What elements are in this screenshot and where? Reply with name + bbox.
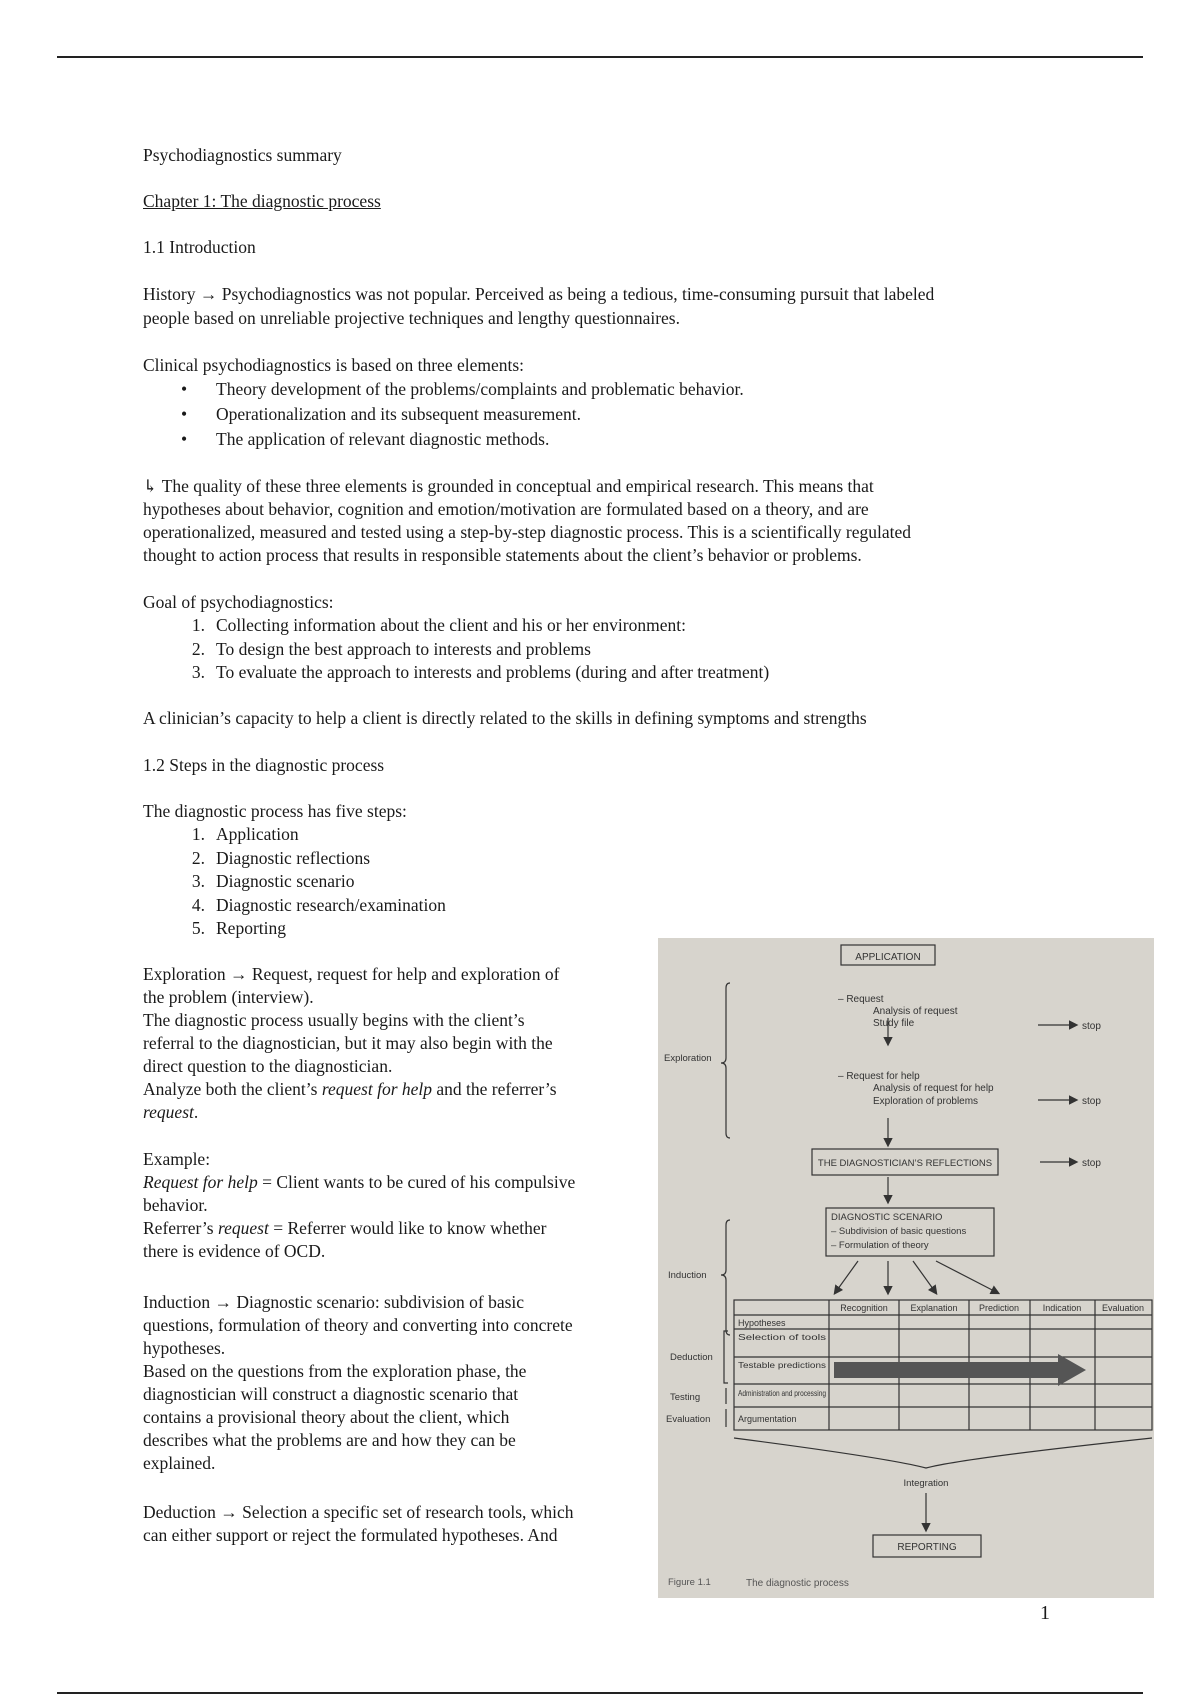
- figure-label: Exploration of problems: [873, 1096, 979, 1107]
- list-item: 3. Diagnostic scenario: [191, 871, 355, 891]
- history-line-1: History → Psychodiagnostics was not popular. Perceived as being a tedious, time-consuming pursuit that labeled: [143, 284, 935, 304]
- converge-lines: [734, 1438, 1152, 1468]
- list-item: 3. To evaluate the approach to interests and problems (during and after treatment): [191, 662, 770, 682]
- figure-caption: The diagnostic process: [746, 1578, 849, 1589]
- list-item: • Operationalization and its subsequent measurement.: [143, 402, 744, 427]
- figure-label: – Subdivision of basic questions: [831, 1226, 967, 1237]
- figure-label: stop: [1082, 1021, 1101, 1032]
- induction-bracket: [721, 1220, 730, 1335]
- section-heading-1-1: 1.1 Introduction: [143, 237, 256, 257]
- deduction-line: Deduction → Selection a specific set of research tools, which: [143, 1502, 574, 1522]
- figure-label: Integration: [903, 1478, 949, 1489]
- figure-label: Evaluation: [1101, 1303, 1145, 1313]
- list-item: • Theory development of the problems/complaints and problematic behavior.: [143, 377, 744, 402]
- figure-svg: [658, 938, 1154, 1598]
- figure-label: Evaluation: [666, 1414, 711, 1425]
- example-title: Example:: [143, 1149, 211, 1169]
- example-line: Referrer’s request = Referrer would like to know whether: [143, 1218, 547, 1238]
- figure-label: Argumentation: [738, 1414, 797, 1424]
- figure-label: Selection of tools: [738, 1332, 826, 1342]
- arrow: [936, 1261, 998, 1293]
- figure-label: Deduction: [670, 1352, 713, 1363]
- figure-label: – Request: [838, 994, 884, 1005]
- chapter-heading: Chapter 1: The diagnostic process: [143, 191, 381, 211]
- figure-label: – Request for help: [838, 1071, 920, 1082]
- figure-label: THE DIAGNOSTICIAN’S REFLECTIONS: [817, 1158, 993, 1169]
- example-line: behavior.: [143, 1195, 208, 1215]
- figure-label: stop: [1082, 1158, 1101, 1169]
- steps-list: [143, 823, 446, 941]
- quality-line-3: operationalized, measured and tested using a step-by-step diagnostic process. This is a scientifically regulated: [143, 522, 911, 542]
- induction-line: hypotheses.: [143, 1338, 226, 1358]
- figure-label: Exploration: [664, 1053, 712, 1064]
- figure-label: Hypotheses: [738, 1318, 786, 1328]
- section-heading-1-2: 1.2 Steps in the diagnostic process: [143, 755, 385, 775]
- figure-label: DIAGNOSTIC SCENARIO: [831, 1212, 943, 1223]
- history-line-2: people based on unreliable projective techniques and lengthy questionnaires.: [143, 308, 680, 328]
- quality-line-1: ↳ The quality of these three elements is grounded in conceptual and empirical research. This means that: [143, 476, 874, 496]
- exploration-line: request.: [143, 1102, 199, 1122]
- figure-label: Indication: [1042, 1303, 1082, 1313]
- list-item: 4. Diagnostic research/examination: [191, 894, 446, 915]
- arrow: [835, 1261, 858, 1293]
- list-item: 5. Reporting: [191, 918, 286, 938]
- quality-line-2: hypotheses about behavior, cognition and emotion/motivation are formulated based on a theory, and are: [143, 499, 869, 519]
- deduction-bracket: [724, 1331, 728, 1383]
- diagnostic-process-figure: [658, 938, 1154, 1598]
- deduction-line: can either support or reject the formulated hypotheses. And: [143, 1525, 558, 1545]
- capacity-text: A clinician’s capacity to help a client is directly related to the skills in defining symptoms and strengths: [143, 708, 867, 728]
- document-title: Psychodiagnostics summary: [143, 145, 342, 165]
- figure-label: REPORTING: [897, 1542, 957, 1553]
- exploration-line: The diagnostic process usually begins with the client’s: [143, 1010, 525, 1030]
- induction-line: diagnostician will construct a diagnostic scenario that: [143, 1384, 519, 1404]
- elements-list: [143, 377, 744, 452]
- induction-line: explained.: [143, 1453, 216, 1473]
- list-item: 2. Diagnostic reflections: [191, 847, 371, 868]
- list-item: • The application of relevant diagnostic methods.: [143, 427, 744, 452]
- page-number: 1: [1040, 1602, 1050, 1624]
- figure-label: stop: [1082, 1096, 1101, 1107]
- figure-label: Recognition: [840, 1303, 888, 1313]
- goals-list: [143, 614, 769, 685]
- exploration-line: referral to the diagnostician, but it may also begin with the: [143, 1033, 553, 1053]
- footer-rule: [57, 1692, 1143, 1694]
- figure-label: Analysis of request for help: [873, 1083, 994, 1094]
- figure-label: Testing: [670, 1392, 701, 1403]
- list-item: 1. Application: [191, 824, 299, 844]
- figure-label: Testable predictions: [738, 1360, 826, 1370]
- figure-label: Prediction: [978, 1303, 1020, 1313]
- list-item: 1. Collecting information about the client and his or her environment:: [191, 615, 686, 635]
- induction-line: questions, formulation of theory and converting into concrete: [143, 1315, 573, 1335]
- exploration-line: direct question to the diagnostician.: [143, 1056, 393, 1076]
- quality-line-4: thought to action process that results in responsible statements about the client’s behavior or problems.: [143, 545, 862, 565]
- exploration-line: Analyze both the client’s request for help and the referrer’s: [143, 1079, 557, 1099]
- induction-line: Based on the questions from the exploration phase, the: [143, 1361, 527, 1381]
- exploration-line: the problem (interview).: [143, 987, 314, 1007]
- exploration-bracket: [721, 983, 730, 1138]
- big-arrow: [834, 1354, 1086, 1386]
- steps-intro: The diagnostic process has five steps:: [143, 801, 407, 821]
- example-line: Request for help = Client wants to be cured of his compulsive: [143, 1172, 576, 1192]
- example-line: there is evidence of OCD.: [143, 1241, 326, 1261]
- figure-label: Administration and processing: [738, 1389, 826, 1398]
- figure-label: APPLICATION: [855, 952, 921, 963]
- figure-caption-number: Figure 1.1: [668, 1577, 711, 1588]
- header-rule: [57, 56, 1143, 58]
- goal-intro: Goal of psychodiagnostics:: [143, 592, 334, 612]
- figure-label: Analysis of request: [873, 1006, 958, 1017]
- arrow: [913, 1261, 936, 1293]
- induction-line: describes what the problems are and how they can be: [143, 1430, 516, 1450]
- list-item: 2. To design the best approach to interests and problems: [191, 638, 591, 659]
- figure-label: – Formulation of theory: [831, 1240, 929, 1251]
- induction-line: contains a provisional theory about the client, which: [143, 1407, 510, 1427]
- exploration-line: Exploration → Request, request for help and exploration of: [143, 964, 560, 984]
- elements-intro: Clinical psychodiagnostics is based on three elements:: [143, 355, 525, 375]
- figure-label: Study file: [873, 1018, 915, 1029]
- figure-label: Induction: [668, 1270, 707, 1281]
- figure-label: Explanation: [910, 1303, 958, 1313]
- induction-line: Induction → Diagnostic scenario: subdivision of basic: [143, 1292, 525, 1312]
